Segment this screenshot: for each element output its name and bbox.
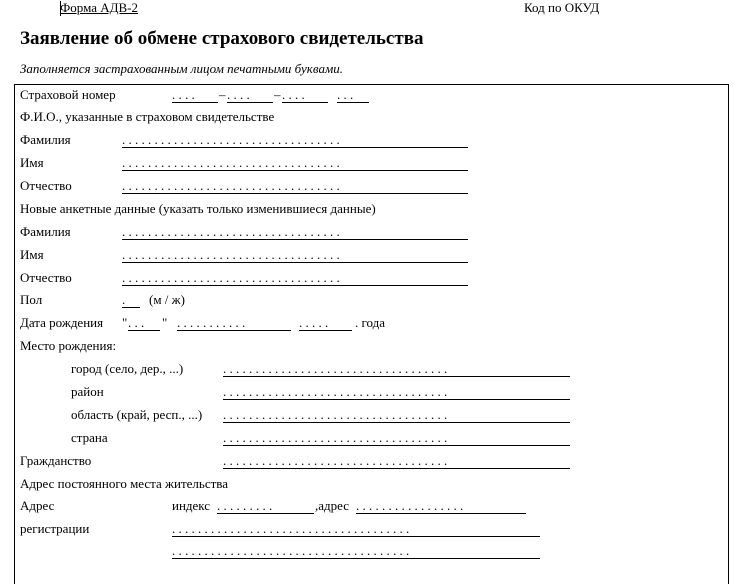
insurance-number-part-3[interactable]: . . . . xyxy=(282,88,328,103)
first-name-field[interactable]: . . . . . . . . . . . . . . . . . . . . . . . . . . . . . . . . . . xyxy=(122,156,468,171)
address-label: Адрес xyxy=(20,498,55,513)
insurance-number-part-1[interactable]: . . . . xyxy=(172,88,218,103)
birthplace-label: Место рождения: xyxy=(20,338,117,353)
citizenship-field[interactable]: . . . . . . . . . . . . . . . . . . . . . . . . . . . . . . . . . . . xyxy=(223,454,570,469)
year-suffix: . года xyxy=(355,315,386,330)
country-label: страна xyxy=(71,430,108,445)
form-code: Форма АДВ-2 xyxy=(60,0,138,15)
birth-day-field[interactable]: . . . xyxy=(128,316,160,331)
birth-month-field[interactable]: . . . . . . . . . . . xyxy=(177,316,291,331)
last-name-label: Фамилия xyxy=(20,132,71,147)
insurance-dash-2: – xyxy=(274,87,281,102)
region-label: область (край, респ., ...) xyxy=(71,407,203,422)
form-instruction: Заполняется застрахованным лицом печатными буквами. xyxy=(20,61,343,76)
birth-date-label: Дата рождения xyxy=(20,315,104,330)
sex-label: Пол xyxy=(20,292,43,307)
new-first-name-label: Имя xyxy=(20,247,44,262)
city-label: город (село, дер., ...) xyxy=(71,361,184,376)
sex-field[interactable]: . xyxy=(122,293,140,308)
first-name-label: Имя xyxy=(20,155,44,170)
district-field[interactable]: . . . . . . . . . . . . . . . . . . . . . . . . . . . . . . . . . . . xyxy=(223,385,570,400)
okud-code-label: Код по ОКУД xyxy=(524,0,600,15)
birth-year-field[interactable]: . . . . . xyxy=(299,316,352,331)
fio-section-label: Ф.И.О., указанные в страховом свидетельстве xyxy=(20,109,275,124)
patronymic-label: Отчество xyxy=(20,178,72,193)
index-label: индекс xyxy=(172,498,211,513)
birth-day-quote-close: " xyxy=(162,315,168,330)
new-patronymic-label: Отчество xyxy=(20,270,72,285)
address-field[interactable]: . . . . . . . . . . . . . . . . . xyxy=(356,499,526,514)
country-field[interactable]: . . . . . . . . . . . . . . . . . . . . . . . . . . . . . . . . . . . xyxy=(223,431,570,446)
registration-address-line-1[interactable]: . . . . . . . . . . . . . . . . . . . . . . . . . . . . . . . . . . . . . xyxy=(172,522,540,537)
birth-day-quote-open: " xyxy=(122,315,128,330)
address-inline-label: ,адрес xyxy=(315,498,349,513)
district-label: район xyxy=(71,384,104,399)
insurance-number-label: Страховой номер xyxy=(20,87,116,102)
postal-index-field[interactable]: . . . . . . . . . xyxy=(217,499,314,514)
insurance-number-checksum[interactable]: . . . xyxy=(337,88,369,103)
insurance-dash-1: – xyxy=(219,87,226,102)
new-patronymic-field[interactable]: . . . . . . . . . . . . . . . . . . . . . . . . . . . . . . . . . . xyxy=(122,271,468,286)
patronymic-field[interactable]: . . . . . . . . . . . . . . . . . . . . . . . . . . . . . . . . . . xyxy=(122,179,468,194)
city-field[interactable]: . . . . . . . . . . . . . . . . . . . . . . . . . . . . . . . . . . . xyxy=(223,362,570,377)
insurance-number-part-2[interactable]: . . . . xyxy=(227,88,273,103)
page-title: Заявление об обмене страхового свидетельства xyxy=(20,28,424,49)
residence-section-label: Адрес постоянного места жительства xyxy=(20,476,229,491)
new-data-section-label: Новые анкетные данные (указать только изменившиеся данные) xyxy=(20,201,376,216)
citizenship-label: Гражданство xyxy=(20,453,92,468)
registration-label: регистрации xyxy=(20,521,90,536)
region-field[interactable]: . . . . . . . . . . . . . . . . . . . . . . . . . . . . . . . . . . . xyxy=(223,408,570,423)
new-last-name-label: Фамилия xyxy=(20,224,71,239)
registration-address-line-2[interactable]: . . . . . . . . . . . . . . . . . . . . . . . . . . . . . . . . . . . . . xyxy=(172,544,540,559)
new-first-name-field[interactable]: . . . . . . . . . . . . . . . . . . . . . . . . . . . . . . . . . . xyxy=(122,248,468,263)
sex-hint: (м / ж) xyxy=(149,292,185,307)
last-name-field[interactable]: . . . . . . . . . . . . . . . . . . . . . . . . . . . . . . . . . . xyxy=(122,133,468,148)
new-last-name-field[interactable]: . . . . . . . . . . . . . . . . . . . . . . . . . . . . . . . . . . xyxy=(122,225,468,240)
